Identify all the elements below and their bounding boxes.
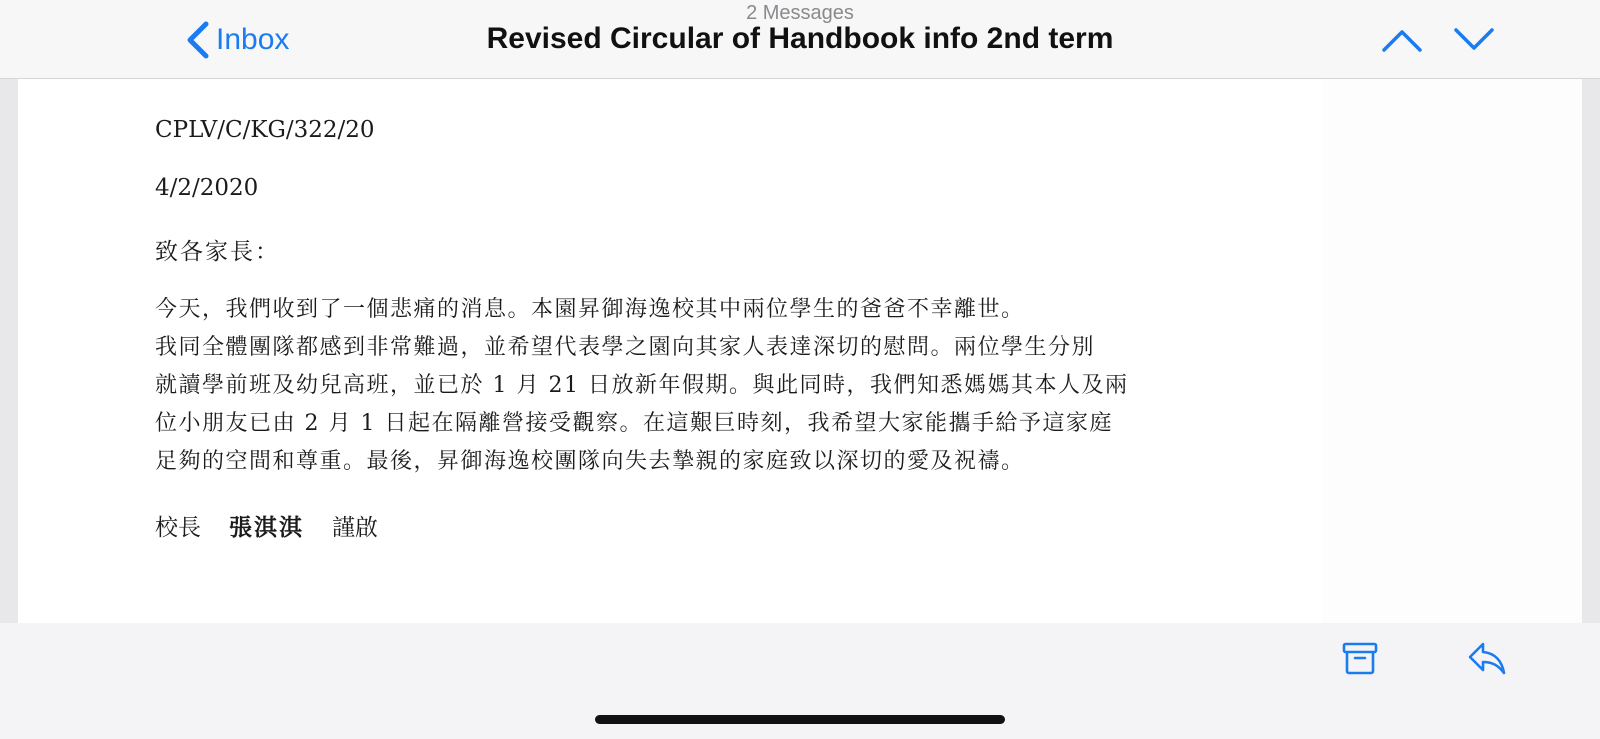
signature	[155, 509, 378, 542]
paragraph-line: 就讀學前班及幼兒高班，並已於 1 月 21 日放新年假期。與此同時，我們知悉媽媽其本人及兩	[155, 373, 1129, 398]
signature-name: 張淇淇	[229, 514, 304, 541]
letter-paragraph	[155, 291, 1215, 481]
archive-icon	[1340, 638, 1380, 678]
greeting: 致各家長：	[155, 239, 280, 265]
home-indicator[interactable]	[595, 715, 1005, 724]
reply-button[interactable]	[1467, 638, 1507, 678]
navigation-bar	[0, 0, 1600, 79]
next-message-button[interactable]	[1452, 22, 1496, 56]
paragraph-line: 位小朋友已由 2 月 1 日起在隔離營接受觀察。在這艱巨時刻，我希望大家能攜手給予這家庭	[155, 411, 1113, 436]
letter-date: 4/2/2020	[155, 175, 259, 201]
reply-icon	[1467, 638, 1507, 678]
previous-message-button[interactable]	[1380, 22, 1424, 56]
paragraph-line: 我同全體團隊都感到非常難過，並希望代表學之園向其家人表達深切的慰問。兩位學生分別	[155, 335, 1096, 360]
message-body[interactable]	[18, 79, 1582, 623]
archive-button[interactable]	[1340, 638, 1380, 678]
left-gutter	[0, 78, 18, 623]
bottom-toolbar	[0, 623, 1600, 739]
message-count: 2 Messages	[746, 2, 854, 24]
reference-number: CPLV/C/KG/322/20	[155, 117, 375, 143]
signature-title: 校長	[155, 515, 201, 541]
message-subject: Revised Circular of Handbook info 2nd term	[486, 22, 1114, 55]
signature-closing: 謹啟	[332, 515, 378, 541]
chevron-down-icon	[1452, 22, 1496, 56]
back-label: Inbox	[216, 23, 290, 56]
body-margin	[1323, 79, 1582, 623]
right-gutter	[1582, 78, 1600, 623]
paragraph-line: 今天，我們收到了一個悲痛的消息。本園昇御海逸校其中兩位學生的爸爸不幸離世。	[155, 297, 1025, 322]
paragraph-line: 足夠的空間和尊重。最後，昇御海逸校團隊向失去摯親的家庭致以深切的愛及祝禱。	[155, 449, 1025, 474]
chevron-up-icon	[1380, 22, 1424, 56]
